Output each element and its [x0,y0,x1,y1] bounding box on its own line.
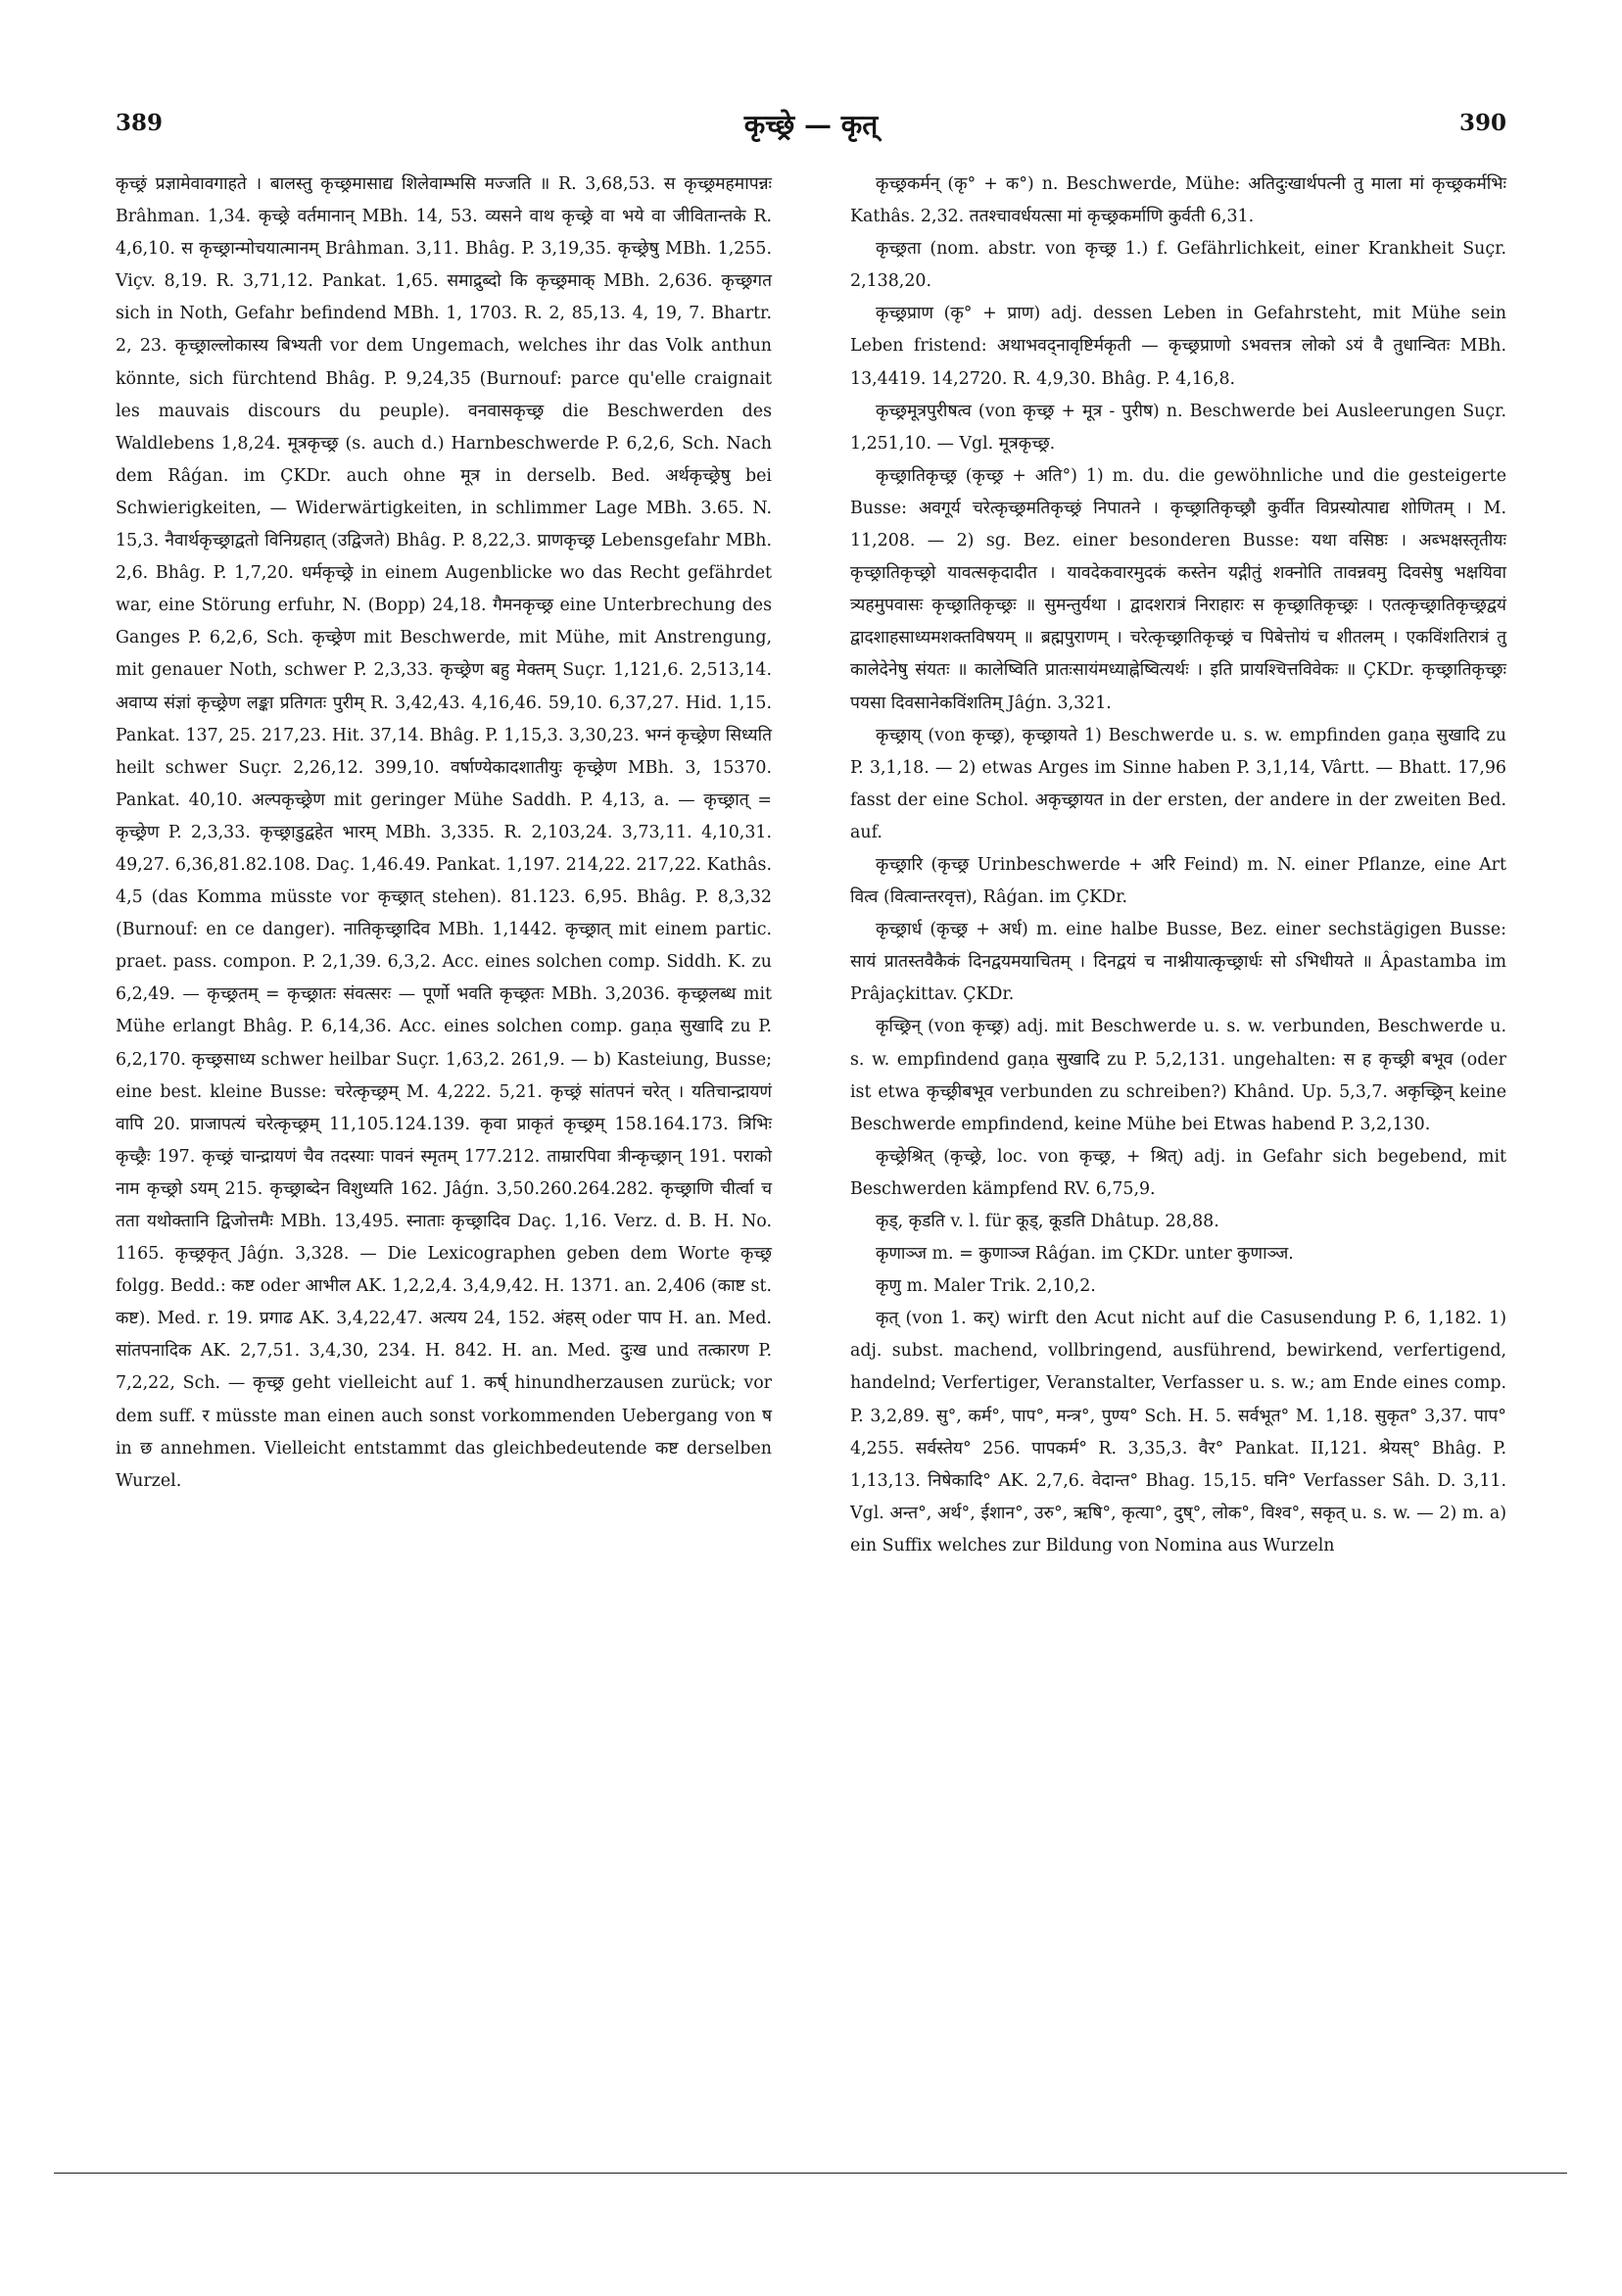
entry-paragraph: कृणु m. Maler Trik. 2,10,2. [876,1276,1096,1297]
entry-paragraph: कृणाञ्ज m. = कुणाञ्ज Râǵan. im ÇKDr. unter कुणाञ्ज. [876,1244,1294,1265]
entry-paragraph: कृड्, कृडति v. l. für कूड्, कूडति Dhâtup. 28,88. [876,1212,1219,1231]
running-title: कृच्छ्रे — कृत् [743,109,879,141]
entry-paragraph: कृच्छ्रिन् (von कृच्छ्र) adj. mit Beschwerde u. s. w. verbunden, Beschwerde u. s. w. empfindend gaṇa सुखादि zu P. 5,2,131. ungehalten: स ह कृच्छ्री बभूव (oder ist etwa कृच्छ्रीबभूव verbunden zu schreiben?) Khând. Up. 5,3,7. अकृच्छ्रिन् keine Beschwerde empfindend, keine Mühe bei Etwas habend P. 3,2,130. [850,1017,1506,1134]
left-column [116,168,772,1498]
entry-paragraph: कृच्छ्रातिकृच्छ्र (कृच्छ्र + अति°) 1) m. du. die gewöhnliche und die gesteigerte Busse: अवगूर्य चरेत्कृच्छ्रमतिकृच्छ्रं निपातने । कृच्छ्रातिकृच्छ्रौ कुर्वीत विप्रस्योत्पाद्य शोणितम् । M. 11,208. — 2) sg. Bez. einer besonderen Busse: यथा वसिष्ठः । अब्भक्षस्तृतीयः कृच्छ्रातिकृच्छ्रो यावत्सकृदादीत । यावदेकवारमुदकं कस्तेन यद्गीतुं शक्नोति तावन्नवमु दिवसेषु भक्षयिवा त्र्यहमुपवासः कृच्छ्रातिकृच्छ्रः ॥ सुमन्तुर्यथा । द्वादशरात्रं निराहारः स कृच्छ्रातिकृच्छ्रः । एतत्कृच्छ्रातिकृच्छ्रद्वयं द्वादशाहसाध्यमशक्तविषयम् ॥ ब्रह्मपुराणम् । चरेत्कृच्छ्रातिकृच्छ्रं च पिबेत्तोयं च शीतलम् । एकविंशतिरात्रं तु कालेदेनेषु संयतः ॥ कालेष्विति प्रातःसायंमध्याह्नेष्वित्यर्थः । इति प्रायश्चित्तविवेकः ॥ ÇKDr. कृच्छ्रातिकृच्छ्रः पयसा दिवसानेकविंशतिम् Jâǵn. 3,321. [850,465,1506,713]
entry-paragraph: कृच्छ्रारि (कृच्छ्र Urinbeschwerde + अरि Feind) m. N. einer Pflanze, eine Art वित्व (वित्वान्तरवृत्त), Râǵan. im ÇKDr. [850,854,1506,908]
page-header [116,110,1506,149]
entry-paragraph: कृच्छ्राय् (von कृच्छ्र), कृच्छ्रायते 1) Beschwerde u. s. w. empfinden gaṇa सुखादि zu P. 3,1,18. — 2) etwas Arges im Sinne haben P. 3,1,14, Vârtt. — Bhatt. 17,96 fasst der eine Schol. अकृच्छ्रायत in der ersten, der andere in der zweiten Bed. auf. [850,725,1506,842]
footer-rule [54,2173,1567,2174]
page-number-right: 390 [1458,110,1506,136]
entry-paragraph: कृत् (von 1. कर्) wirft den Acut nicht auf die Casusendung P. 6, 1,182. 1) adj. subst. machend, vollbringend, ausführend, bewirkend, verfertigend, handelnd; Verfertiger, Veranstalter, Verfasser u. s. w.; am Ende eines comp. P. 3,2,89. सु°, कर्म°, पाप°, मन्त्र°, पुण्य° Sch. H. 5. सर्वभूत° M. 1,18. सुकृत° 3,37. पाप° 4,255. सर्वस्तेय° 256. पापकर्म° R. 3,35,3. वैर° Pankat. II,121. श्रेयस्° Bhâg. P. 1,13,13. निषेकादि° AK. 2,7,6. वेदान्त° Bhag. 15,15. घनि° Verfasser Sâh. D. 3,11. Vgl. अन्त°, अर्थ°, ईशान°, उरु°, ऋषि°, कृत्या°, दुष्°, लोक°, विश्व°, सकृत् u. s. w. — 2) m. a) ein Suffix welches zur Bildung von Nomina aus Wurzeln [850,1309,1506,1555]
entry-paragraph: कृच्छ्रेश्रित् (कृच्छ्रे, loc. von कृच्छ्र, + श्रित्) adj. in Gefahr sich begebend, mit Beschwerden kämpfend RV. 6,75,9. [850,1146,1506,1199]
entry-paragraph: कृच्छ्रार्ध (कृच्छ्र + अर्ध) m. eine halbe Busse, Bez. einer sechstägigen Busse: सायं प्रातस्तवैकैकं दिनद्वयमयाचितम् । दिनद्वयं च नाश्नीयात्कृच्छ्रार्धः सो ऽभिधीयते ॥ Âpastamba im Prâjaçkittav. ÇKDr. [850,920,1506,1005]
entry-paragraph: कृच्छ्रमूत्रपुरीषत्व (von कृच्छ्र + मूत्र - पुरीष) n. Beschwerde bei Ausleerungen Suçr. 1,251,10. — Vgl. मूत्रकृच्छ्र. [850,401,1506,454]
right-column [850,168,1506,1562]
entry-krcchra-continued: कृच्छ्रं प्रज्ञामेवावगाहते । बालस्तु कृच्छ्रमासाद्य शिलेवाम्भसि मज्जति ॥ R. 3,68,53. स कृच्छ्रमहमापन्नः Brâhman. 1,34. कृच्छ्रे वर्तमानान् MBh. 14, 53. व्यसने वाथ कृच्छ्रे वा भये वा जीवितान्तके R. 4,6,10. स कृच्छ्रान्मोचयात्मानम् Brâhman. 3,11. Bhâg. P. 3,19,35. कृच्छ्रेषु MBh. 1,255. Viçv. 8,19. R. 3,71,12. Pankat. 1,65. समाद्रुब्दो कि कृच्छ्रमाक् MBh. 2,636. कृच्छ्रगत sich in Noth, Gefahr befindend MBh. 1, 1703. R. 2, 85,13. 4, 19, 7. Bhartr. 2, 23. कृच्छ्राल्लोकास्य बिभ्यती vor dem Ungemach, welches ihr das Volk anthun könnte, sich fürchtend Bhâg. P. 9,24,35 (Burnouf: parce qu'elle craignait les mauvais discours du peuple). वनवासकृच्छ्र die Beschwerden des Waldlebens 1,8,24. मूत्रकृच्छ्र (s. auch d.) Harnbeschwerde P. 6,2,6, Sch. Nach dem Râǵan. im ÇKDr. auch ohne मूत्र in derselb. Bed. अर्थकृच्छ्रेषु bei Schwierigkeiten, — Widerwärtigkeiten, in schlimmer Lage MBh. 3.65. N. 15,3. नैवार्थकृच्छ्राद्वतो विनिग्रहात् (उद्विजते) Bhâg. P. 8,22,3. प्राणकृच्छ्र Lebensgefahr MBh. 2,6. Bhâg. P. 1,7,20. धर्मकृच्छ्रे in einem Augenblicke wo das Recht gefährdet war, eine Störung erfuhr, N. (Bopp) 24,18. गैमनकृच्छ्र eine Unterbrechung des Ganges P. 6,2,6, Sch. कृच्छ्रेण mit Beschwerde, mit Mühe, mit Anstrengung, mit genauer Noth, schwer P. 2,3,33. कृच्छ्रेण बहु मेक्तम् Suçr. 1,121,6. 2,513,14. अवाप्य संज्ञां कृच्छ्रेण लङ्का प्रतिगतः पुरीम् R. 3,42,43. 4,16,46. 59,10. 6,37,27. Hid. 1,15. Pankat. 137, 25. 217,23. Hit. 37,14. Bhâg. P. 1,15,3. 3,30,23. भग्नं कृच्छ्रेण सिध्यति heilt schwer Suçr. 2,26,12. 399,10. वर्षाण्येकादशातीयुः कृच्छ्रेण MBh. 3, 15370. Pankat. 40,10. अल्पकृच्छ्रेण mit geringer Mühe Saddh. P. 4,13, a. — कृच्छ्रात् = कृच्छ्रेण P. 2,3,33. कृच्छ्राडुद्वहेत भारम् MBh. 3,335. R. 2,103,24. 3,73,11. 4,10,31. 49,27. 6,36,81.82.108. Daç. 1,46.49. Pankat. 1,197. 214,22. 217,22. Kathâs. 4,5 (das Komma müsste vor कृच्छ्रात् stehen). 81.123. 6,95. Bhâg. P. 8,3,32 (Burnouf: en ce danger). नातिकृच्छ्रादिव MBh. 1,1442. कृच्छ्रात् mit einem partic. praet. pass. compon. P. 2,1,39. 6,3,2. Acc. eines solchen comp. Siddh. K. zu 6,2,49. — कृच्छ्रतम् = कृच्छ्रातः संवत्सरः — पूर्णो भवति कृच्छ्रतः MBh. 3,2036. कृच्छ्रलब्ध mit Mühe erlangt Bhâg. P. 6,14,36. Acc. eines solchen comp. gaṇa सुखादि zu P. 6,2,170. कृच्छ्रसाध्य schwer heilbar Suçr. 1,63,2. 261,9. — b) Kasteiung, Busse; eine best. kleine Busse: चरेत्कृच्छ्रम् M. 4,222. 5,21. कृच्छ्रं सांतपनं चरेत् । यतिचान्द्रायणं वापि 20. प्राजापत्यं चरेत्कृच्छ्रम् 11,105.124.139. कृवा प्राकृतं कृच्छ्रम् 158.164.173. त्रिभिः कृच्छ्रैः 197. कृच्छ्रं चान्द्रायणं चैव तदस्याः पावनं स्मृतम् 177.212. ताम्रारपिवा त्रीन्कृच्छ्रान् 191. पराको नाम कृच्छ्रो ऽयम् 215. कृच्छ्राब्देन विशुध्यति 162. Jâǵn. 3,50.260.264.282. कृच्छ्राणि चीर्त्वा च तता यथोक्तानि द्विजोत्तमैः MBh. 13,495. स्नाताः कृच्छ्रादिव Daç. 1,16. Verz. d. B. H. No. 1165. कृच्छ्रकृत् Jâǵn. 3,328. — Die Lexicographen geben dem Worte कृच्छ्र folgg. Bedd.: कष्ट oder आभील AK. 1,2,2,4. 3,4,9,42. H. 1371. an. 2,406 (काष्ट st. कष्ट). Med. r. 19. प्रगाढ AK. 3,4,22,47. अत्यय 24, 152. अंहस् oder पाप H. an. Med. सांतपनादिक AK. 2,7,51. 3,4,30, 234. H. 842. H. an. Med. दुःख und तत्कारण P. 7,2,22, Sch. — कृच्छ्र geht vielleicht auf 1. कर्ष् hinundherzausen zurück; vor dem suff. र müsste man einen auch sonst vorkommenden Uebergang von ष in छ annehmen. Vielleicht entstammt das gleichbedeutende कष्ट derselben Wurzel. [116,174,772,1491]
entry-paragraph: कृच्छ्रता (nom. abstr. von कृच्छ्र 1.) f. Gefährlichkeit, einer Krankheit Suçr. 2,138,20. [850,239,1506,292]
entry-paragraph: कृच्छ्रप्राण (कृ° + प्राण) adj. dessen Leben in Gefahrsteht, mit Mühe sein Leben fristend: अथाभवद्नावृष्टिर्मकृती — कृच्छ्रप्राणो ऽभवत्तत्र लोको ऽयं वै तुधान्वितः MBh. 13,4419. 14,2720. R. 4,9,30. Bhâg. P. 4,16,8. [850,304,1506,389]
page-number-left: 389 [116,110,164,136]
entry-paragraph: कृच्छ्रकर्मन् (कृ° + क°) n. Beschwerde, Mühe: अतिदुःखार्थपत्नी तु माला मां कृच्छ्रकर्मभिः Kathâs. 2,32. ततश्चावर्धयत्सा मां कृच्छ्रकर्माणि कुर्वती 6,31. [850,174,1506,227]
